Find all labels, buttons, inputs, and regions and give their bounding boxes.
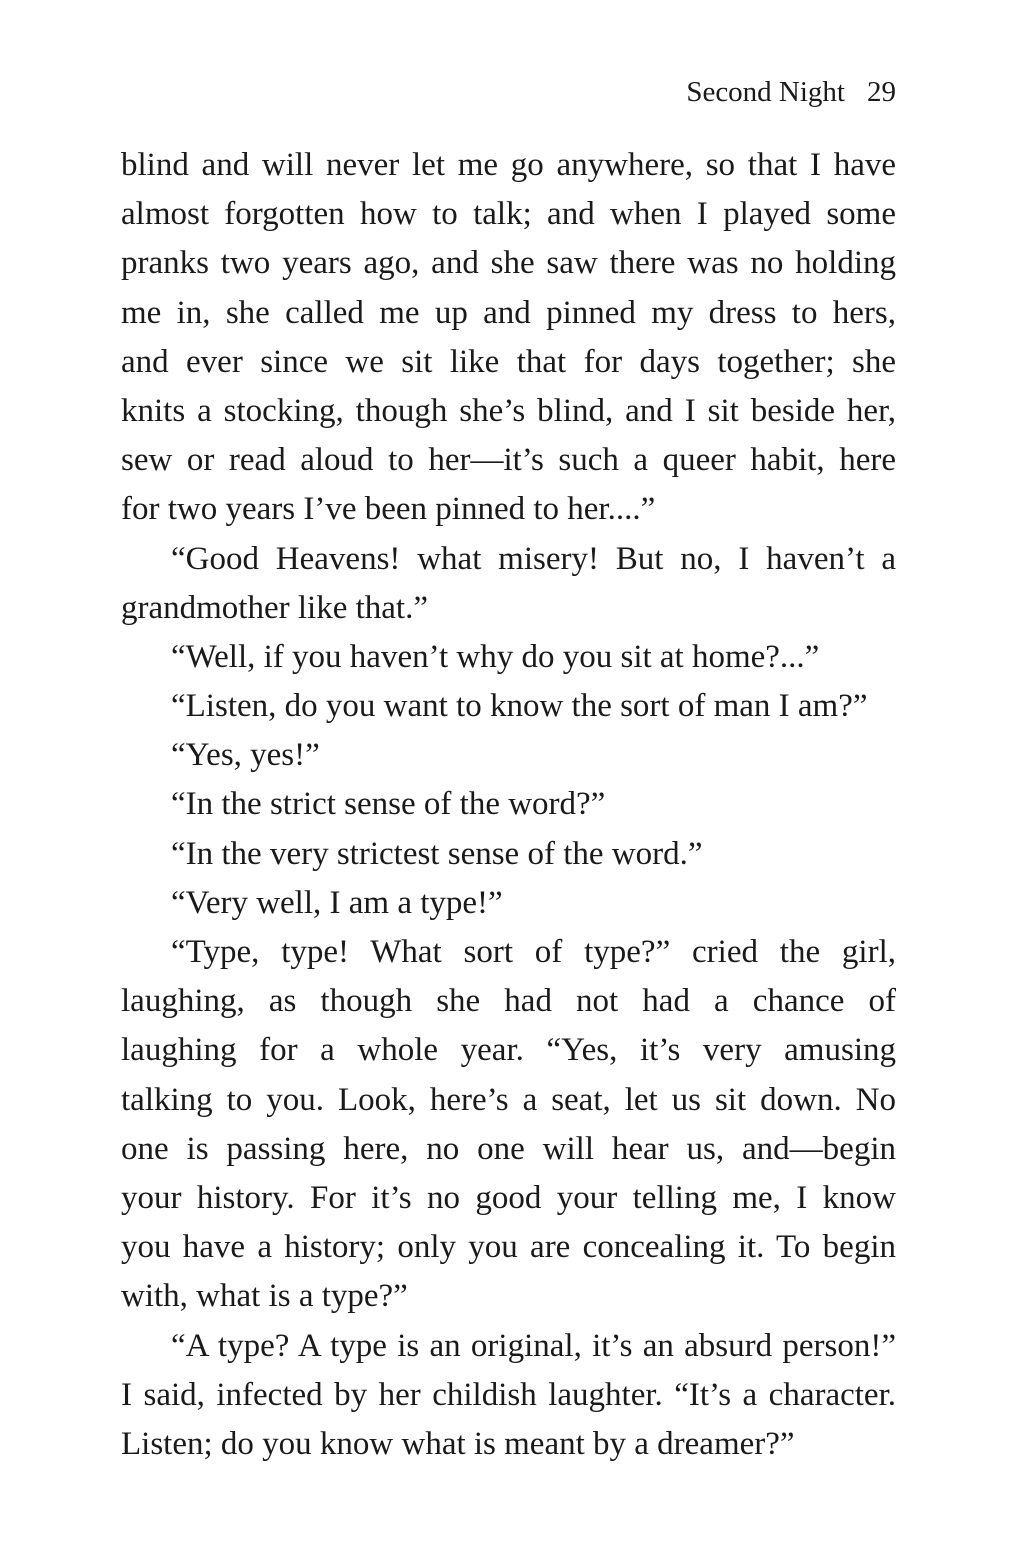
chapter-title: Second Night — [686, 76, 845, 108]
text-line: your history. For it’s no good your telling me, I know — [121, 1179, 896, 1216]
text-line: grandmother like that.” — [121, 589, 428, 626]
text-line: pranks two years ago, and she saw there was no holding — [121, 245, 896, 282]
text-line: “A type? A type is an original, it’s an absurd person!” — [171, 1327, 896, 1364]
text-line: blind and will never let me go anywhere, so that I have — [121, 147, 896, 183]
text-line: “Yes, yes!” — [171, 737, 320, 774]
text-line: talking to you. Look, here’s a seat, let us sit down. No — [121, 1081, 896, 1118]
text-line: I said, infected by her childish laughter. “It’s a character. — [121, 1376, 896, 1413]
text-line: with, what is a type?” — [121, 1278, 408, 1315]
text-line: “In the very strictest sense of the word.” — [171, 835, 703, 872]
page-number: 29 — [867, 76, 896, 108]
running-head — [686, 72, 896, 112]
text-line: you have a history; only you are concealing it. To begin — [121, 1229, 896, 1266]
text-line: laughing for a whole year. “Yes, it’s very amusing — [121, 1032, 896, 1069]
text-line: “In the strict sense of the word?” — [171, 786, 606, 823]
text-line: laughing, as though she had not had a chance of — [121, 983, 896, 1020]
text-line: one is passing here, no one will hear us, and—begin — [121, 1130, 896, 1167]
text-line: “Very well, I am a type!” — [171, 884, 503, 921]
body-text — [121, 141, 896, 1469]
text-line: sew or read aloud to her—it’s such a queer habit, here — [121, 442, 896, 479]
text-line: for two years I’ve been pinned to her....” — [121, 491, 656, 528]
text-line: “Type, type! What sort of type?” cried the girl, — [171, 934, 896, 970]
text-line: “Good Heavens! what misery! But no, I haven’t a — [171, 540, 896, 577]
text-line: me in, she called me up and pinned my dress to hers, — [121, 294, 896, 331]
text-line: almost forgotten how to talk; and when I played some — [121, 196, 896, 233]
text-line: Listen; do you know what is meant by a dreamer?” — [121, 1425, 795, 1462]
text-line: “Well, if you haven’t why do you sit at home?...” — [171, 638, 820, 675]
text-line: and ever since we sit like that for days together; she — [121, 343, 896, 380]
text-line: “Listen, do you want to know the sort of man I am?” — [171, 688, 868, 725]
text-line: knits a stocking, though she’s blind, and I sit beside her, — [121, 392, 896, 429]
